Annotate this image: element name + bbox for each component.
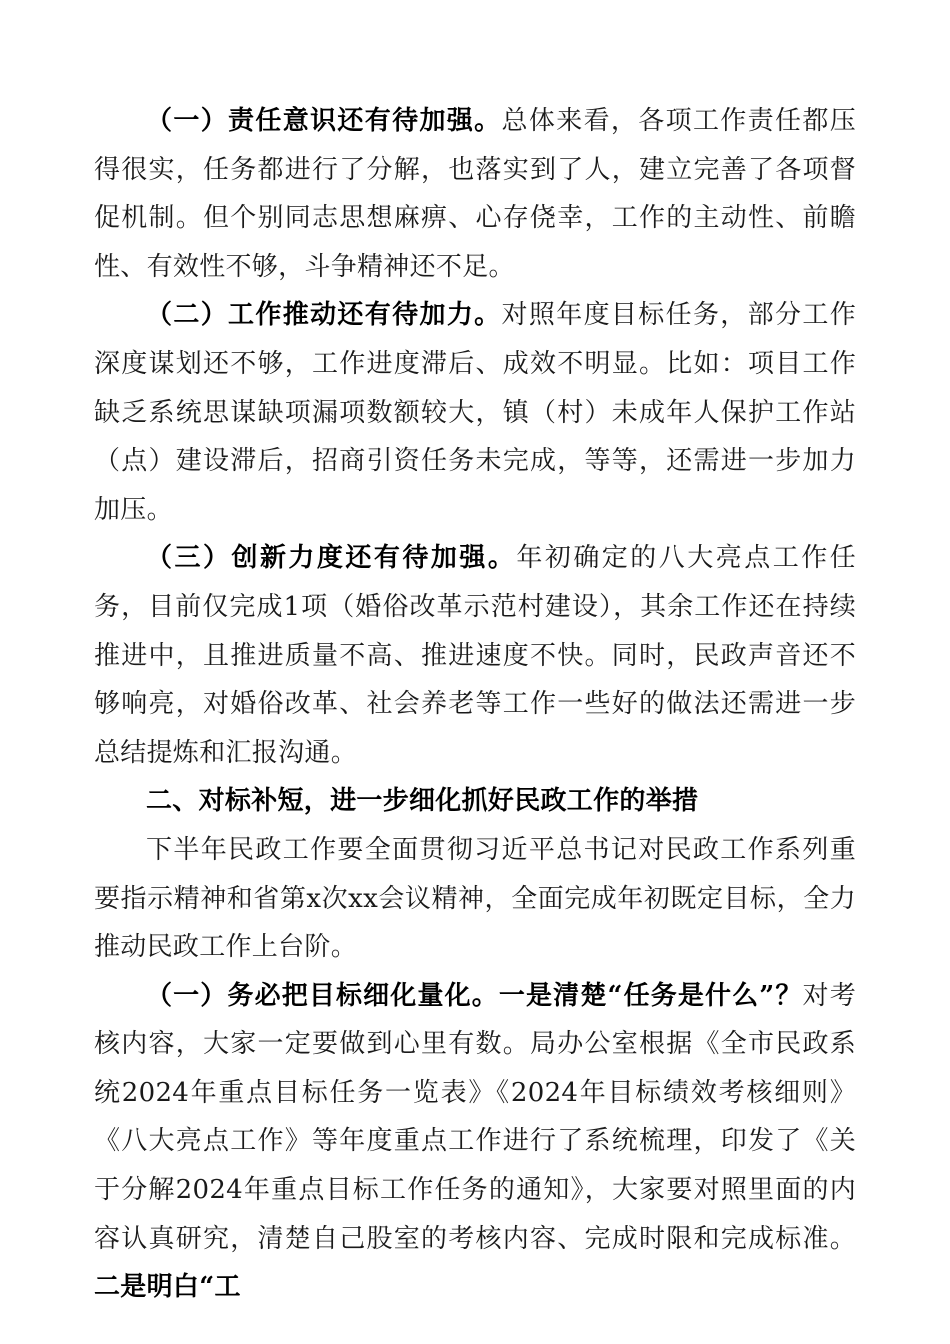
paragraph-innovation <box>94 534 856 777</box>
paragraph-lead: （一）责任意识还有待加强。 <box>146 106 502 136</box>
paragraph-targets <box>94 972 856 1312</box>
paragraph-lead: （一）务必把目标细化量化。一是清楚“任务是什么”？ <box>146 980 803 1011</box>
paragraph-text: 对照年度目标任务，部分工作深度谋划还不够，工作进度滞后、成效不明显。比如：项目工作缺乏系统思谋缺项漏项数额较大，镇（村）未成年人保护工作站（点）建设滞后，招商引资任务未完成，等等，还需进一步加力加压。 <box>94 300 857 525</box>
paragraph-lead: （三）创新力度还有待加强。 <box>146 543 517 574</box>
paragraph-lead: （二）工作推动还有待加力。 <box>146 300 502 331</box>
section-heading: 二、对标补短，进一步细化抓好民政工作的举措 <box>146 786 699 817</box>
paragraph-text: 对考核内容，大家一定要做到心里有数。局办公室根据《全市民政系统2024年重点目标任务一览表》《2024年目标绩效考核细则》《八大亮点工作》等年度重点工作进行了系统梳理，印发了《关于分解2024年重点目标工作任务的通知》，大家要对照里面的内容认真研究，清楚自己股室的考核内容、完成时限和完成标准。 <box>94 980 856 1254</box>
paragraph-intro: 下半年民政工作要全面贯彻习近平总书记对民政工作系列重要指示精神和省第x次xx会议精神，全面完成年初既定目标，全力推动民政工作上台阶。 <box>94 834 856 963</box>
paragraph-text: 总体来看，各项工作责任都压得很实，任务都进行了分解，也落实到了人，建立完善了各项督促机制。但个别同志思想麻痹、心存侥幸，工作的主动性、前瞻性、有效性不够，斗争精神还不足。 <box>94 106 857 282</box>
paragraph-text: 年初确定的八大亮点工作任务，目前仅完成1项（婚俗改革示范村建设），其余工作还在持续推进中，且推进质量不高、推进速度不快。同时，民政声音还不够响亮，对婚俗改革、社会养老等工作一些好的做法还需进一步总结提炼和汇报沟通。 <box>94 543 856 768</box>
document-body <box>94 97 856 1312</box>
paragraph-work-promotion <box>94 291 856 534</box>
paragraph-responsibility <box>94 97 856 291</box>
paragraph-tail: 二是明白“工 <box>94 1272 241 1303</box>
